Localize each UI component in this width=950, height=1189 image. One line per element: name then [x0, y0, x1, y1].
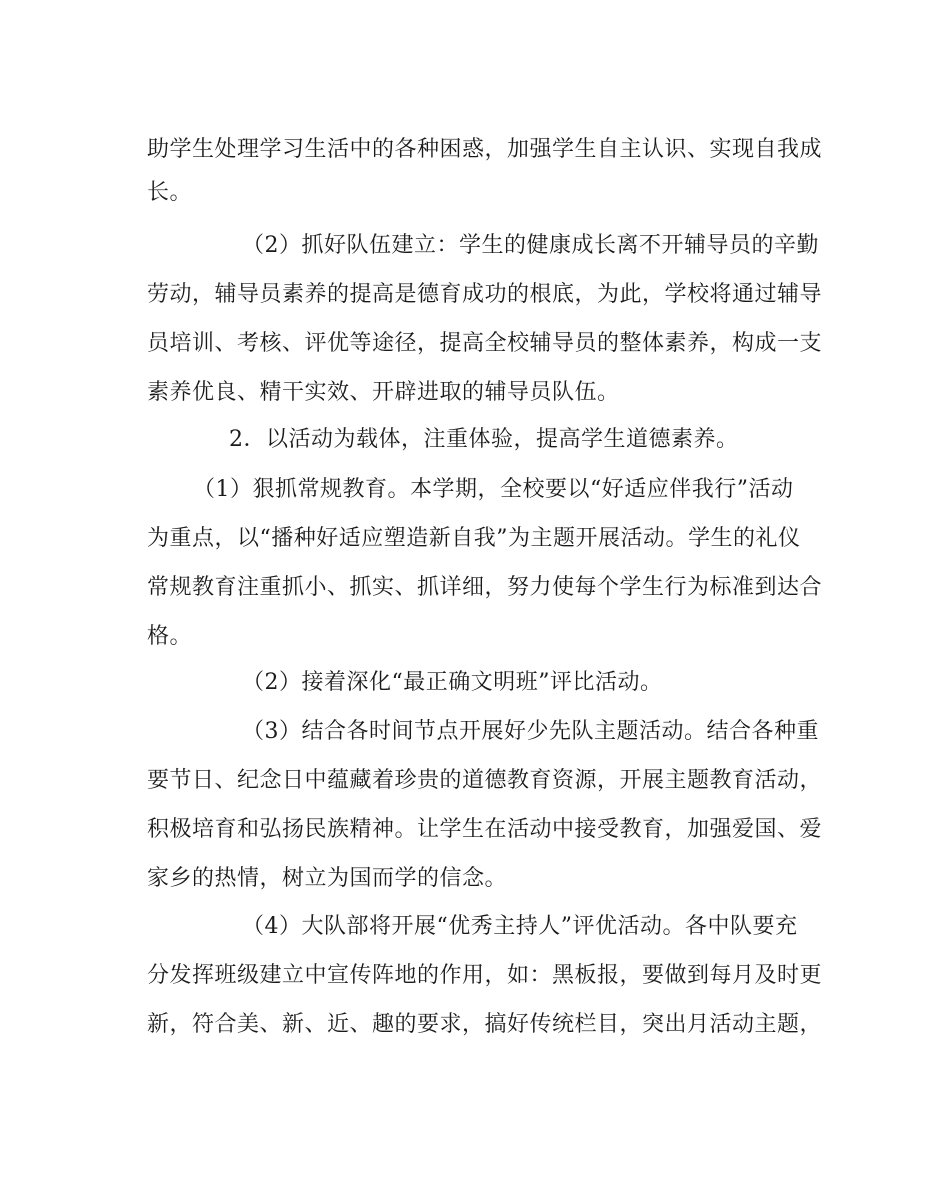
text-line: （3）结合各时间节点开展好少先队主题活动。结合各种重: [242, 719, 819, 744]
text-line: 格。: [147, 624, 193, 649]
paragraph-team-building: [147, 224, 823, 414]
paragraph-routine-education: [147, 468, 823, 658]
text-line: 要节日、纪念日中蕴藏着珍贵的道德教育资源，开展主题教育活动，: [147, 768, 823, 793]
text-line: 员培训、考核、评优等途径，提高全校辅导员的整体素养，构成一支: [147, 331, 823, 356]
text-line: 2．以活动为载体，注重体验，提高学生道德素养。: [229, 427, 739, 452]
text-line: 积极培育和弘扬民族精神。让学生在活动中接受教育，加强爱国、爱: [147, 817, 823, 842]
text-line: 家乡的热情，树立为国而学的信念。: [147, 866, 508, 891]
text-line: （2）抓好队伍建立：学生的健康成长离不开辅导员的辛勤: [242, 233, 819, 258]
text-line: 素养优良、精干实效、开辟进取的辅导员队伍。: [147, 380, 620, 405]
paragraph-theme-activities: [147, 710, 823, 900]
text-line: （2）接着深化“最正确文明班”评比活动。: [242, 670, 663, 695]
text-line: （4）大队部将开展“优秀主持人”评优活动。各中队要充: [242, 914, 798, 939]
paragraph-civilized-class: [147, 661, 807, 704]
section-heading-activities: [147, 418, 807, 461]
paragraph-continuation: [147, 128, 823, 214]
text-line: （1）狠抓常规教育。本学期，全校要以“好适应伴我行”活动: [193, 477, 794, 502]
text-line: 劳动，辅导员素养的提高是德育成功的根底，为此，学校将通过辅导: [147, 282, 823, 307]
text-line: 长。: [147, 180, 193, 205]
text-line: 新，符合美、新、近、趣的要求，搞好传统栏目，突出月活动主题，: [147, 1012, 823, 1037]
text-line: 常规教育注重抓小、抓实、抓详细，努力使每个学生行为标准到达合: [147, 575, 823, 600]
text-line: 为重点，以“播种好适应塑造新自我”为主题开展活动。学生的礼仪: [147, 526, 801, 551]
text-line: 助学生处理学习生活中的各种困惑，加强学生自主认识、实现自我成: [147, 137, 823, 162]
paragraph-host-selection: [147, 905, 823, 1046]
text-line: 分发挥班级建立中宣传阵地的作用，如：黑板报，要做到每月及时更: [147, 963, 823, 988]
